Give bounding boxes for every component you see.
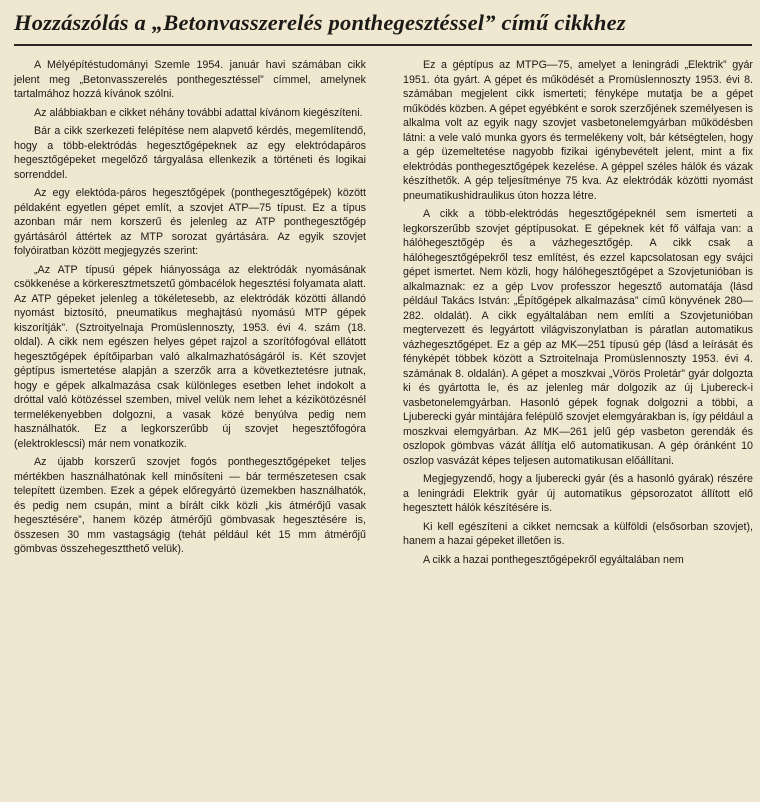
article-title: Hozzászólás a „Betonvasszerelés ponthegesztéssel” című cikkhez [14,10,626,35]
paragraph: Az alábbiakban e cikket néhány további adattal kívánom kiegészíteni. [34,106,363,119]
right-column [403,56,753,571]
paragraph: „Az ATP típusú gépek hiányossága az elektródák nyomásának csökkenése a körkeresztmetszetű gömbacélok hegesztési folyamata alatt. Az ATP gépeket jelenleg a tökéletesebb, az elektródák közötti állandó nyomást biztosító, pneumatikus meghajtású nyomású MTP gépek kiszorítják”. (Sztroityelnaja Promüslennoszty, 1953. évi 4. szám (18. oldal). A cikk nem egészen helyes gépet rajzol a szorítófogóval ellátott hegesztőgépek építőiparban való alkalmazhatóságáról is. Két szovjet géptípus ismertetése alapján a szerzők arra a következtetésre jutnak, hogy e gépek alkalmazása csak különleges esetben lehet indokolt a dróttal való kötözéssel szemben, mivel velük nem lehet a kézikötözésnél termelékenyebben dolgozni, a vasak közé benyúlva pedig nem használhatók. Ez a legkorszerűbb új szovjet hegesztőfogóra (elektroklescsi) már nem vonatkozik. [14,263,366,450]
paragraph: Bár a cikk szerkezeti felépítése nem alapvető kérdés, megemlítendő, hogy a több-elektródás hegesztőgépeknek az egy elektródapáros hegesztőgépeket megelőző tárgyalása ellenkezik a történeti és logikai sorrenddel. [14,125,366,181]
title-rule [14,44,752,46]
paragraph: Az újabb korszerű szovjet fogós ponthegesztőgépeket teljes mértékben használhatónak kell minősíteni — bár természetesen csak telepített üzemben. Ezek a gépek előregyártó üzemekben használhatók, és pedig nem csupán, mint a bírált cikk közli „kis átmérőjű vasak hegesztésére”, hanem közép átmérőjű gömbvasak hegesztésére is, összesen 30 mm vastagságig (tehát például két 15 mm átmérőjű gömbvas összehegesztthető velük). [14,456,366,555]
paragraph: Ki kell egészíteni a cikket nemcsak a külföldi (elsősorban szovjet), hanem a hazai gépeket illetően is. [403,520,753,547]
paragraph: A cikk a több-elektródás hegesztőgépeknél sem ismerteti a legkorszerűbb szovjet géptípusokat. E gépeknek két fő válfaja van: a hálóhegesztőgép és a vázhegesztőgép. A cikk csak a hálóhegesztőgépekről tesz említést, és ezzel kapcsolatosan egy svájci gépet ismertet. Nem közli, hogy hálóhegesztőgépet a Szovjetunióban is alkalmaznak: ez a gép Lvov professzor hegesztő automatája (lásd például Takács István: „Építőgépek alkalmazása” című könyvének 280—282. oldalát). A cikk egyáltalában nem említi a Szovjetunióban megtervezett és legyártott világviszonylatban is páratlan automatikus vázhegesztőgépet. Ez a gép az MK—251 típusú gép (lásd a leírását és fényképét többek között a Sztroitelnaja Promüslennoszty 1953. évi 4. számának 8. oldalán). A gépet a moszkvai „Vörös Proletár” gyár dolgozta ki és gyártotta le, és az jelenleg már dolgozik az új Ljubereck-i vasbetonelemgyárban. Hasonló gépek fognak dolgozni a többi, a Ljuberecki gyár mintájára felépülő szovjet elemgyárakban is, így például a moszkvai elemgyárban. Az MK—261 jelű gép vasbeton gerendák és oszlopok gömbvas vázát állítja elő automatikusan. A gép óránként 10 oszlop vasvázát képes teljesen automatikusan előállítani. [403,208,753,467]
paragraph: A cikk a hazai ponthegesztőgépekről egyáltalában nem [423,553,684,566]
paragraph: Megjegyzendő, hogy a ljuberecki gyár (és a hasonló gyárak) részére a leningrádi Elektrik gyár új automatikus gépsorozatot állított elő hegesztett hálók készítésére is. [403,473,753,514]
paragraph: A Mélyépítéstudományi Szemle 1954. január havi számában cikk jelent meg „Betonvasszerelés ponthegesztéssel” címmel, amelynek tartalmához hozzá kívánok szólni. [14,59,366,100]
paragraph: Az egy elektóda-páros hegesztőgépek (ponthegesztőgépek) között példaként egyetlen gépet említ, a szovjet ATP—75 típust. Ez a típus azonban már nem korszerű és jelenleg az ATP ponthegesztőgép gyártásáról áttértek az MTP sorozat gyártására. Az egyik szovjet folyóiratban között megjegyzés szerint: [14,187,366,257]
paragraph: Ez a géptípus az MTPG—75, amelyet a leningrádi „Elektrik” gyár 1951. óta gyárt. A gépet és működését a Promüslennoszty 1953. évi 8. számában megjelent cikk ismerteti; fényképe mutatja be a gépet működés közben. A gépet egyébként e sorok szerzőjének személyesen is alkalma volt az egyik nagy szovjet vasbetonelemgyárban működésben látni: a vele való munka gyors és termelékeny volt, bár kétségtelen, hogy a gép üzemeltetése nagyobb fizikai igénybevételt jelent, mint a fix elektródás ponthegesztőgépek kezelése. A géppel széles hálók és vázak készíthetők. A gép teljesítménye 75 kva. Az elektródák közötti nyomást pneumatikushidraulikus úton hozza létre. [403,59,753,202]
left-column [14,56,366,561]
